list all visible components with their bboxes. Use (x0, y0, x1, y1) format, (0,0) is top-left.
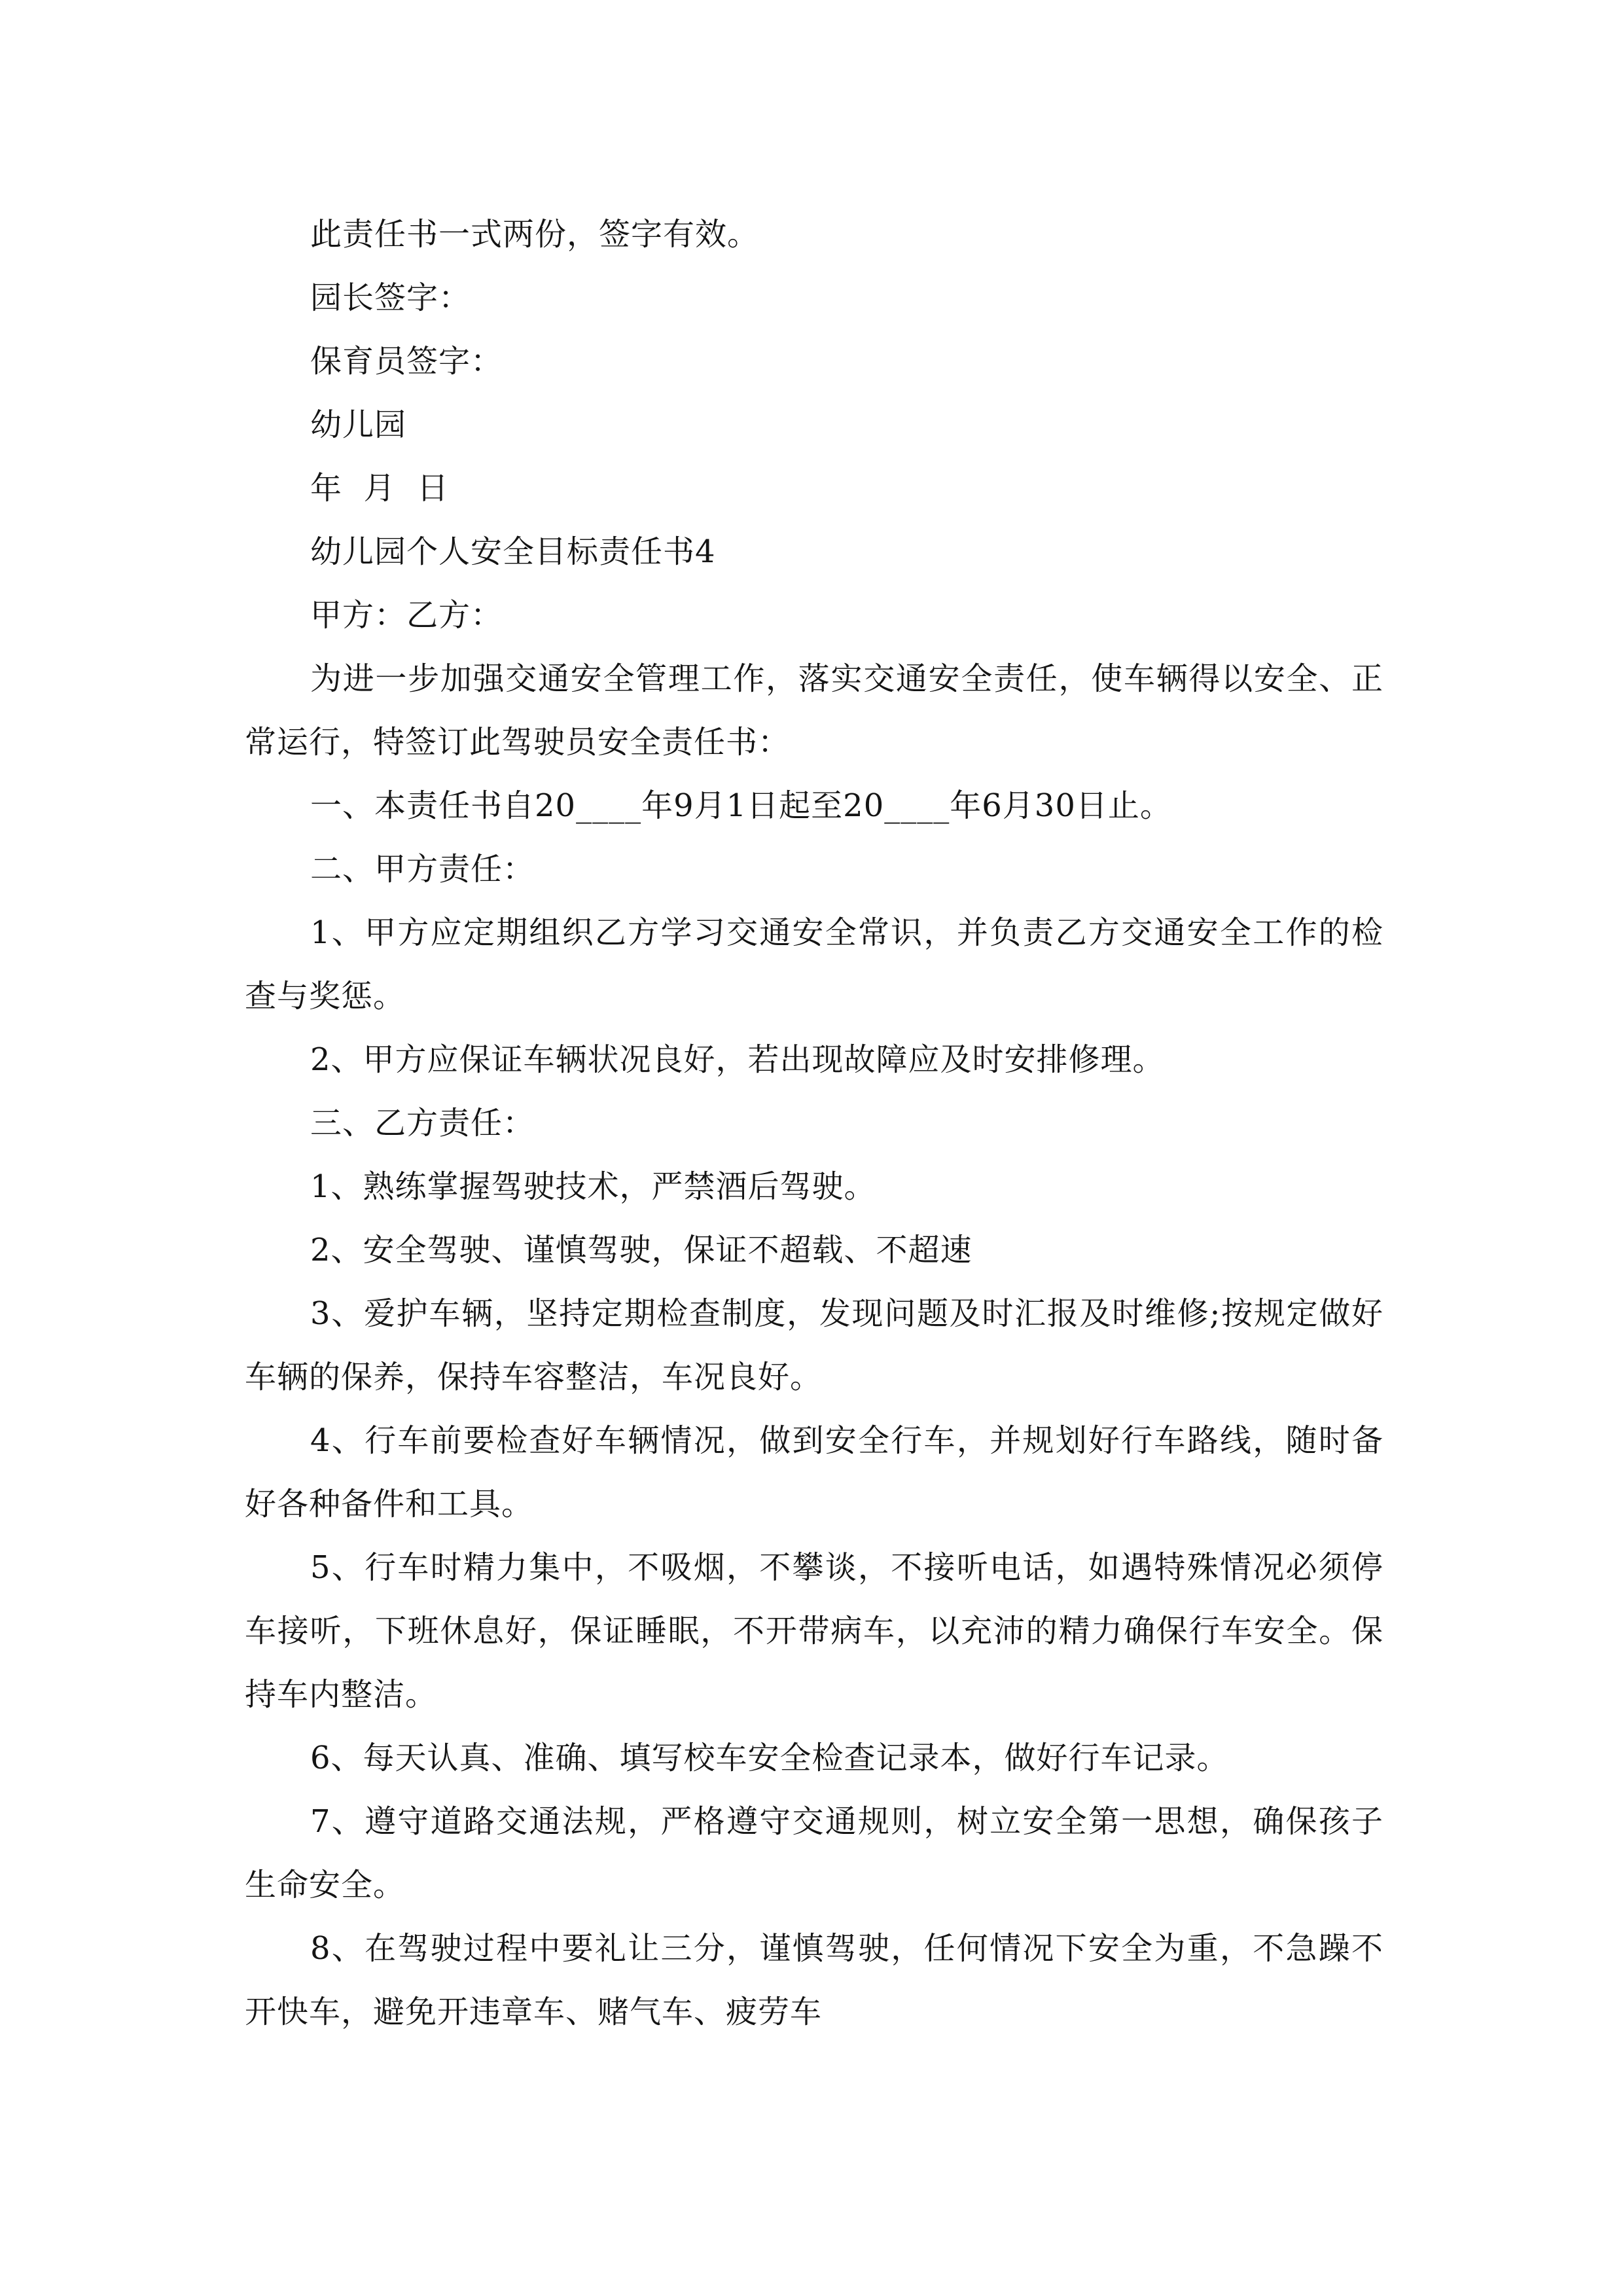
paragraph-term: 一、本责任书自20____年9月1日起至20____年6月30日止。 (310, 787, 1172, 824)
paragraph-intro: 为进一步加强交通安全管理工作，落实交通安全责任，使车辆得以安全、正常运行，特签订此驾驶员安全责任书： (245, 660, 1383, 761)
paragraph-party-b-item-6: 6、每天认真、准确、填写校车安全检查记录本，做好行车记录。 (310, 1740, 1229, 1776)
paragraph-parties: 甲方：乙方： (310, 597, 503, 634)
document-body (245, 203, 1383, 2044)
paragraph-principal-signature: 园长签字： (310, 279, 471, 316)
paragraph-kindergarten: 幼儿园 (310, 406, 407, 443)
paragraph-party-b-item-1: 1、熟练掌握驾驶技术，严禁酒后驾驶。 (310, 1168, 876, 1205)
paragraph-party-b-item-2: 2、安全驾驶、谨慎驾驶，保证不超载、不超速 (310, 1232, 972, 1268)
paragraph-copies-note: 此责任书一式两份，签字有效。 (310, 216, 760, 253)
paragraph-caregiver-signature: 保育员签字： (310, 343, 503, 380)
paragraph-party-a-item-2: 2、甲方应保证车辆状况良好，若出现故障应及时安排修理。 (310, 1041, 1165, 1078)
paragraph-party-b-item-5: 5、行车时精力集中，不吸烟，不攀谈，不接听电话，如遇特殊情况必须停车接听，下班休息好，保证睡眠，不开带病车，以充沛的精力确保行车安全。保持车内整洁。 (245, 1549, 1383, 1713)
paragraph-date: 年 月 日 (310, 470, 450, 507)
paragraph-party-b-item-7: 7、遵守道路交通法规，严格遵守交通规则，树立安全第一思想，确保孩子生命安全。 (245, 1803, 1383, 1903)
paragraph-party-b-item-8: 8、在驾驶过程中要礼让三分，谨慎驾驶，任何情况下安全为重，不急躁不开快车，避免开违章车、赌气车、疲劳车 (245, 1930, 1383, 2030)
paragraph-party-b-item-4: 4、行车前要检查好车辆情况，做到安全行车，并规划好行车路线，随时备好各种备件和工具。 (245, 1422, 1383, 1522)
paragraph-party-b-item-3: 3、爱护车辆，坚持定期检查制度，发现问题及时汇报及时维修;按规定做好车辆的保养，保持车容整洁，车况良好。 (245, 1295, 1383, 1395)
heading-party-b-duties: 三、乙方责任： (310, 1105, 535, 1141)
section-title: 幼儿园个人安全目标责任书4 (310, 533, 716, 570)
paragraph-party-a-item-1: 1、甲方应定期组织乙方学习交通安全常识，并负责乙方交通安全工作的检查与奖惩。 (245, 914, 1383, 1014)
heading-party-a-duties: 二、甲方责任： (310, 851, 535, 888)
